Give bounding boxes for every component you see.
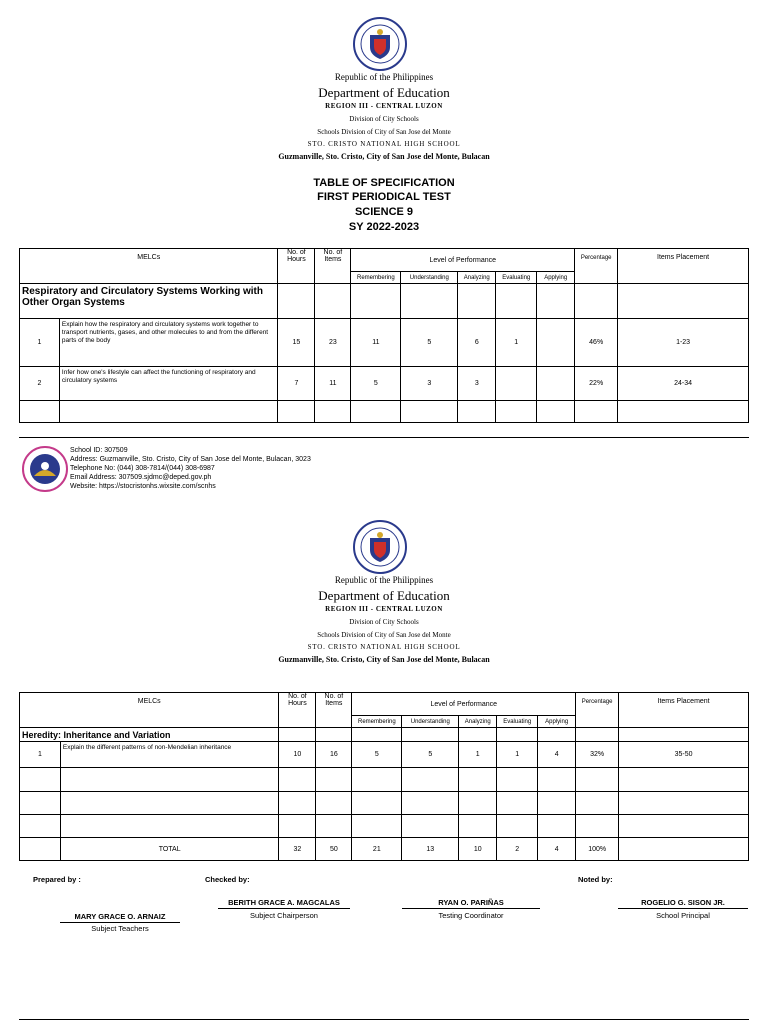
melcs-header: MELCs	[20, 693, 279, 728]
school-id: School ID: 307509	[70, 447, 128, 454]
coordinator-name: RYAN O. PARIÑAS	[438, 898, 504, 907]
title-line3: SCIENCE 9	[354, 206, 414, 218]
table-row: 1 Explain how the respiratory and circulatory systems work together to transport nutrients, gases, and other molecules to and from the different parts of the body 15 23 11 5 6 1 46% 1-23	[20, 319, 749, 367]
contact-block	[70, 446, 311, 491]
contact-address: Address: Guzmanville, Sto. Cristo, City of San Jose del Monte, Bulacan, 3023	[70, 456, 311, 463]
level-remembering: Remembering	[351, 272, 401, 284]
percentage-header: Percentage	[575, 249, 618, 284]
school-logo	[22, 446, 68, 492]
principal-name: ROGELIO G. SISON JR.	[641, 898, 725, 907]
principal-line	[618, 908, 748, 909]
prepared-by-label: Prepared by :	[33, 875, 81, 884]
hours-header: No. of Hours	[279, 693, 316, 728]
level-analyzing: Analyzing	[459, 716, 497, 728]
bottom-divider	[19, 1019, 749, 1020]
level-evaluating: Evaluating	[497, 716, 538, 728]
level-understanding: Understanding	[402, 716, 459, 728]
teacher-name: MARY GRACE O. ARNAIZ	[74, 912, 166, 921]
total-row: TOTAL 32 50 21 13 10 2 4 100%	[20, 838, 749, 861]
coordinator-role: Testing Coordinator	[438, 911, 504, 920]
melcs-header: MELCs	[20, 249, 278, 284]
level-remembering: Remembering	[352, 716, 402, 728]
title-line1: TABLE OF SPECIFICATION	[313, 177, 455, 189]
hours-header: No. of Hours	[278, 249, 315, 284]
contact-telephone: Telephone No: (044) 308-7814/(044) 308-6987	[70, 465, 215, 472]
tos-table-2	[19, 692, 749, 861]
school-address-text: Guzmanville, Sto. Cristo, City of San Jose del Monte, Bulacan	[278, 152, 490, 161]
republic-text: Republic of the Philippines	[334, 575, 434, 585]
contact-website: Website: https://stocristonhs.wixsite.com/scnhs	[70, 483, 216, 490]
level-header: Level of Performance	[352, 693, 576, 716]
placement-header: Items Placement	[618, 249, 749, 284]
items-header: No. of Items	[316, 693, 352, 728]
school-address-text: Guzmanville, Sto. Cristo, City of San Jose del Monte, Bulacan	[278, 655, 490, 664]
coordinator-line	[402, 908, 540, 909]
republic-text: Republic of the Philippines	[334, 72, 434, 82]
items-header: No. of Items	[315, 249, 351, 284]
teacher-line	[60, 922, 180, 923]
footer-divider	[19, 437, 749, 438]
noted-by-label: Noted by:	[578, 875, 613, 884]
chair-role: Subject Chairperson	[250, 911, 318, 920]
school-name-text: STO. CRISTO NATIONAL HIGH SCHOOL	[307, 643, 461, 651]
table-row: 1 Explain the different patterns of non-Mendelian inheritance 10 16 5 5 1 1 4 32% 35-50	[20, 742, 749, 768]
title-line4: SY 2022-2023	[348, 221, 420, 233]
title-line2: FIRST PERIODICAL TEST	[317, 191, 451, 203]
department-text: Department of Education	[318, 85, 450, 100]
division-text: Division of City Schools	[349, 115, 419, 123]
tos-table-1	[19, 248, 749, 423]
level-understanding: Understanding	[401, 272, 458, 284]
chair-name: BERITH GRACE A. MAGCALAS	[228, 898, 340, 907]
level-applying: Applying	[537, 272, 575, 284]
level-evaluating: Evaluating	[496, 272, 537, 284]
level-analyzing: Analyzing	[458, 272, 496, 284]
topic-respiratory: Respiratory and Circulatory Systems Working with Other Organ Systems	[20, 284, 278, 319]
chair-line	[218, 908, 350, 909]
checked-by-label: Checked by:	[205, 875, 250, 884]
schools-division-text: Schools Division of City of San Jose del Monte	[317, 631, 451, 639]
percentage-header: Percentage	[576, 693, 619, 728]
topic-heredity: Heredity: Inheritance and Variation	[20, 728, 279, 742]
level-applying: Applying	[538, 716, 576, 728]
teacher-role: Subject Teachers	[91, 924, 149, 933]
school-name-text: STO. CRISTO NATIONAL HIGH SCHOOL	[307, 140, 461, 148]
region-text: REGION III - CENTRAL LUZON	[325, 605, 443, 613]
contact-email: Email Address: 307509.sjdmc@deped.gov.ph	[70, 474, 212, 481]
table-row: 2 Infer how one's lifestyle can affect the functioning of respiratory and circulatory systems 7 11 5 3 3 22% 24-34	[20, 367, 749, 401]
principal-role: School Principal	[656, 911, 710, 920]
division-text: Division of City Schools	[349, 618, 419, 626]
region-text: REGION III - CENTRAL LUZON	[325, 102, 443, 110]
level-header: Level of Performance	[351, 249, 575, 272]
department-text: Department of Education	[318, 588, 450, 603]
schools-division-text: Schools Division of City of San Jose del Monte	[317, 128, 451, 136]
placement-header: Items Placement	[619, 693, 749, 728]
deped-seal	[353, 17, 407, 71]
deped-seal	[353, 520, 407, 574]
